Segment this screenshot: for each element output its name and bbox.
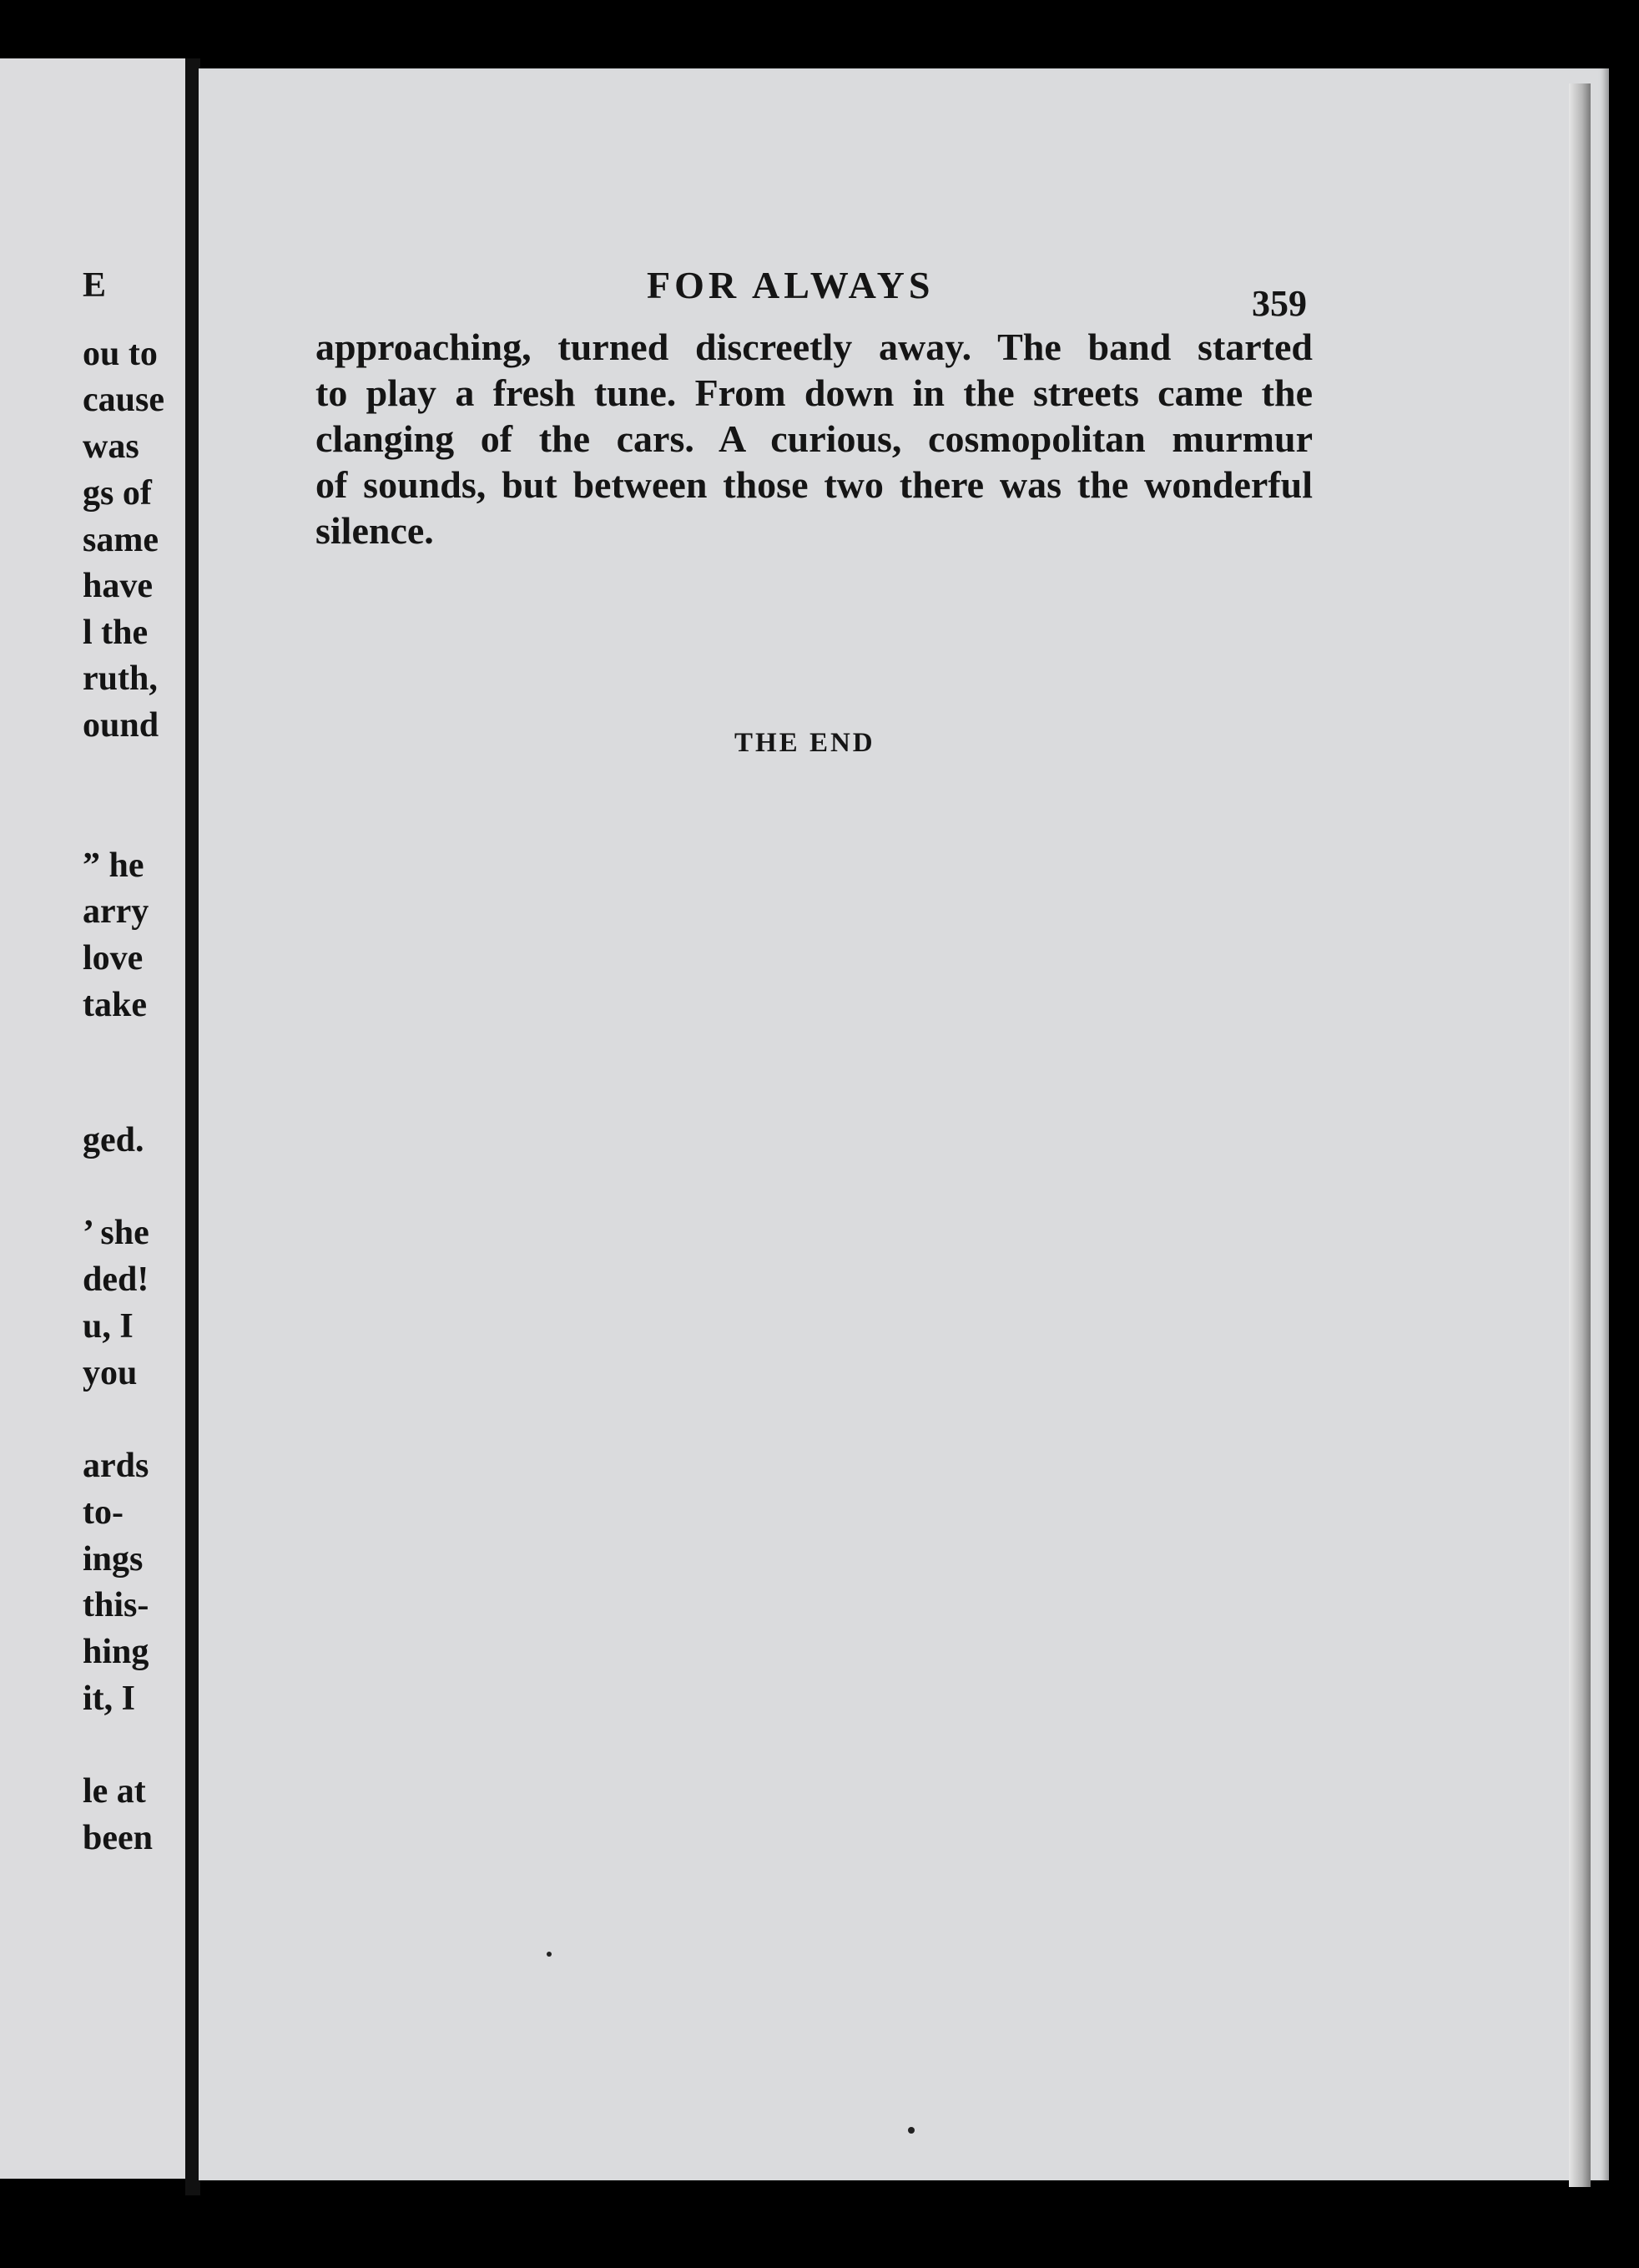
scan-speck	[547, 1952, 552, 1957]
previous-page-line: ound	[83, 706, 159, 745]
previous-page-line: love	[83, 939, 144, 977]
previous-page-line: ruth,	[83, 659, 158, 698]
previous-page-line: have	[83, 567, 153, 605]
body-line: to play a fresh tune. From down in the streets came the	[315, 371, 1313, 414]
previous-page-line: ” he	[83, 846, 144, 885]
previous-page-line: ings	[83, 1540, 144, 1579]
previous-page-line: it, I	[83, 1680, 135, 1718]
previous-page-line: this-	[83, 1586, 149, 1624]
previous-page-line: you	[83, 1354, 138, 1392]
body-line: approaching, turned discreetly away. The band started	[315, 326, 1313, 368]
previous-page-line: u, I	[83, 1307, 134, 1346]
previous-page-line: hing	[83, 1633, 149, 1671]
end-marker: THE END	[734, 728, 875, 758]
previous-page-line: was	[83, 427, 139, 466]
page-edge-shadow	[1569, 83, 1591, 2187]
body-line: silence.	[315, 509, 434, 552]
body-line: clanging of the cars. A curious, cosmopolitan murmur	[315, 417, 1313, 460]
previous-page-line: cause	[83, 381, 164, 419]
previous-page-line: same	[83, 521, 159, 559]
body-line: of sounds, but between those two there was the wonderful	[315, 463, 1313, 506]
previous-page-line: take	[83, 986, 147, 1024]
scan-speck	[908, 2127, 915, 2134]
previous-page-line: ’ she	[83, 1214, 149, 1252]
previous-page-line: E	[83, 266, 107, 305]
previous-page-line: gs of	[83, 474, 152, 513]
previous-page-line: ged.	[83, 1121, 144, 1159]
running-header: FOR ALWAYS	[647, 264, 935, 306]
previous-page-line: l the	[83, 614, 149, 652]
previous-page-line: ou to	[83, 335, 158, 373]
body-paragraph	[315, 324, 1313, 553]
previous-page-line: arry	[83, 892, 149, 931]
previous-page-line: ards	[83, 1447, 149, 1485]
previous-page-line: to-	[83, 1493, 124, 1532]
previous-page-text	[0, 58, 188, 2179]
previous-page-line: le at	[83, 1772, 146, 1811]
previous-page-line: been	[83, 1819, 153, 1857]
previous-page-line: ded!	[83, 1260, 149, 1299]
page-number: 359	[1252, 283, 1307, 324]
previous-page	[0, 58, 188, 2179]
